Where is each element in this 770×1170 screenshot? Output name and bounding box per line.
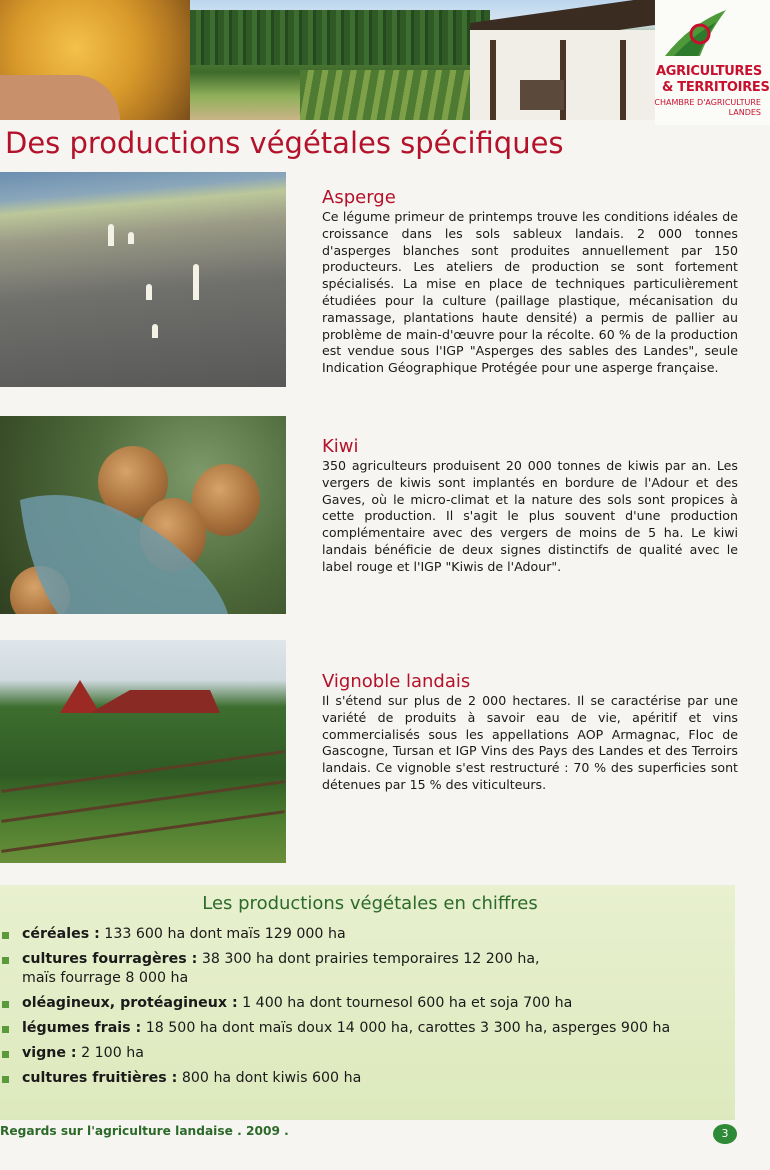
list-item [0, 1019, 760, 1038]
item-value: 1 400 ha dont tournesol 600 ha et soja 700 ha [237, 995, 573, 1011]
square-bullet-icon [2, 932, 9, 939]
page-number: 3 [713, 1124, 737, 1144]
item-value: 133 600 ha dont maïs 129 000 ha [99, 926, 346, 942]
list-item [0, 950, 760, 988]
section-body: Ce légume primeur de printemps trouve les conditions idéales de croissance dans les sols sableux landais. 2 000 tonnes d'asperges blanches sont produites annuellement par 150 producteurs. Les ateliers de production se sont fortement spécialisés. La mise en place de techniques particulièrement étudiées pour la culture (paillage plastique, mécanisation du ramassage, plantations haute densité) a permis de pallier au problème de main-d'œuvre pour la récolte. 60 % de la production est vendue sous l'IGP "Asperges des sables des Landes", seule Indication Géographique Protégée pour une asperge française. [322, 209, 738, 376]
section-asperge [322, 187, 738, 377]
list-item [0, 925, 760, 944]
item-value: 800 ha dont kiwis 600 ha [177, 1070, 362, 1086]
item-label: légumes frais : [22, 1020, 142, 1036]
chamber-logo-icon [660, 4, 730, 59]
asparagus-photo [0, 172, 286, 387]
square-bullet-icon [2, 1076, 9, 1083]
square-bullet-icon [2, 1001, 9, 1008]
square-bullet-icon [2, 1026, 9, 1033]
figures-list [0, 925, 760, 1094]
item-label: cultures fourragères : [22, 951, 198, 967]
section-title: Kiwi [322, 436, 359, 457]
list-item [0, 994, 760, 1013]
item-value: 2 100 ha [76, 1045, 144, 1061]
item-value-continued: maïs fourrage 8 000 ha [22, 970, 189, 986]
square-bullet-icon [2, 957, 9, 964]
item-value: 18 500 ha dont maïs doux 14 000 ha, carottes 3 300 ha, asperges 900 ha [141, 1020, 671, 1036]
footer-publication: Regards sur l'agriculture landaise . 2009 . [0, 1124, 289, 1138]
item-label: oléagineux, protéagineux : [22, 995, 238, 1011]
item-value: 38 300 ha dont prairies temporaires 12 200 ha, [197, 951, 540, 967]
item-label: cultures fruitières : [22, 1070, 178, 1086]
section-title: Asperge [322, 187, 396, 208]
vineyard-photo [0, 640, 286, 863]
list-item [0, 1069, 760, 1088]
list-item [0, 1044, 760, 1063]
section-kiwi [322, 436, 738, 576]
logo-text-line3: CHAMBRE D'AGRICULTURE LANDES [654, 98, 761, 117]
item-label: vigne : [22, 1045, 77, 1061]
kiwi-photo [0, 416, 286, 614]
section-title: Vignoble landais [322, 671, 471, 692]
logo-text-line1: AGRICULTURES [656, 64, 762, 79]
figures-title: Les productions végétales en chiffres [202, 893, 538, 914]
section-vignoble [322, 671, 738, 794]
square-bullet-icon [2, 1051, 9, 1058]
item-label: céréales : [22, 926, 100, 942]
section-body: 350 agriculteurs produisent 20 000 tonnes de kiwis par an. Les vergers de kiwis sont implantés en bordure de l'Adour et des Gaves, où le micro-climat et la nature des sols sont propices à cette production. Il s'agit le plus souvent d'une production complémentaire avec des vergers de moins de 5 ha. Le kiwi landais bénéficie de deux signes distinctifs de qualité avec le label rouge et l'IGP "Kiwis de l'Adour". [322, 458, 738, 574]
header-banner-photo [0, 0, 655, 120]
section-body: Il s'étend sur plus de 2 000 hectares. Il se caractérise par une variété de produits à savoir eau de vie, apéritif et vins commercialisés sous les appellations AOP Armagnac, Floc de Gascogne, Tursan et IGP Vins des Pays des Landes et des Terroirs landais. Ce vignoble s'est restructuré : 70 % des superficies sont détenues par 15 % des viticulteurs. [322, 693, 738, 792]
page-title: Des productions végétales spécifiques [5, 126, 564, 160]
logo-text-line2: & TERRITOIRES [662, 80, 770, 95]
